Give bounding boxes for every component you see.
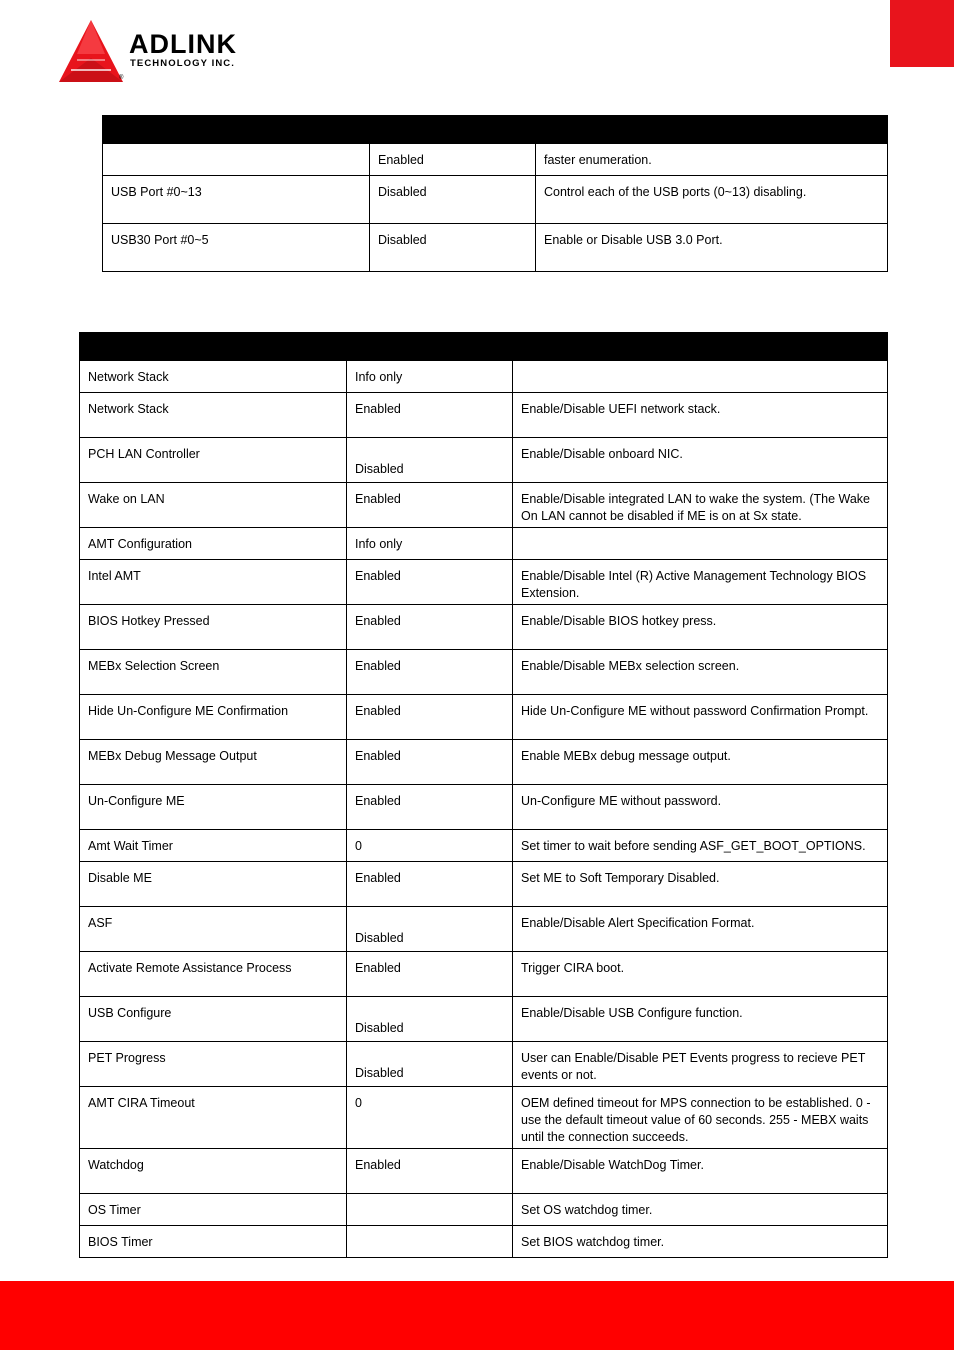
- table-header-row: [103, 116, 888, 144]
- item-cell: USB30 Port #0~5: [103, 224, 370, 272]
- table-row: [80, 1194, 888, 1226]
- header-cell: [370, 116, 536, 144]
- option-cell: 0: [347, 1087, 513, 1149]
- option-cell: Enabled: [347, 483, 513, 528]
- description-cell: [513, 528, 888, 560]
- item-cell: PCH LAN Controller: [80, 438, 347, 483]
- item-cell: AMT CIRA Timeout: [80, 1087, 347, 1149]
- description-cell: Enable/Disable MEBx selection screen.: [513, 650, 888, 695]
- option-cell: Enabled: [347, 952, 513, 997]
- option-cell: Enabled: [347, 695, 513, 740]
- description-cell: Control each of the USB ports (0~13) disabling.: [536, 176, 888, 224]
- table-row: [80, 830, 888, 862]
- network-amt-config-table: [79, 332, 888, 1258]
- header-cell: [347, 333, 513, 361]
- option-cell: Disabled: [370, 224, 536, 272]
- item-cell: Amt Wait Timer: [80, 830, 347, 862]
- table-row: [80, 483, 888, 528]
- option-cell: [347, 1226, 513, 1258]
- description-cell: Enable MEBx debug message output.: [513, 740, 888, 785]
- description-cell: Enable/Disable Intel (R) Active Management Technology BIOS Extension.: [513, 560, 888, 605]
- option-cell: Disabled: [347, 907, 513, 952]
- table-row: [80, 361, 888, 393]
- option-cell: 0: [347, 830, 513, 862]
- table-row: [80, 560, 888, 605]
- header-cell: [80, 333, 347, 361]
- item-cell: Intel AMT: [80, 560, 347, 605]
- option-cell: Enabled: [370, 144, 536, 176]
- option-cell: Info only: [347, 361, 513, 393]
- registered-mark: ®: [119, 75, 124, 81]
- adlink-logo: [57, 18, 272, 86]
- brand-name: ADLINK: [129, 29, 237, 59]
- item-cell: AMT Configuration: [80, 528, 347, 560]
- description-cell: Enable/Disable WatchDog Timer.: [513, 1149, 888, 1194]
- option-cell: Enabled: [347, 393, 513, 438]
- option-cell: Disabled: [347, 1042, 513, 1087]
- table-row: [80, 785, 888, 830]
- item-cell: USB Configure: [80, 997, 347, 1042]
- table-row: [80, 1149, 888, 1194]
- footer-bar: [0, 1281, 954, 1350]
- description-cell: Enable/Disable onboard NIC.: [513, 438, 888, 483]
- table-row: [103, 144, 888, 176]
- item-cell: Wake on LAN: [80, 483, 347, 528]
- item-cell: BIOS Hotkey Pressed: [80, 605, 347, 650]
- table-row: [80, 952, 888, 997]
- description-cell: Set OS watchdog timer.: [513, 1194, 888, 1226]
- option-cell: Enabled: [347, 862, 513, 907]
- item-cell: Hide Un-Configure ME Confirmation: [80, 695, 347, 740]
- description-cell: Set ME to Soft Temporary Disabled.: [513, 862, 888, 907]
- table-row: [80, 605, 888, 650]
- table-row: [80, 393, 888, 438]
- description-cell: Enable or Disable USB 3.0 Port.: [536, 224, 888, 272]
- table-row: [80, 650, 888, 695]
- item-cell: MEBx Selection Screen: [80, 650, 347, 695]
- page-corner-tab: [890, 0, 954, 67]
- option-cell: Info only: [347, 528, 513, 560]
- table-row: [80, 907, 888, 952]
- description-cell: Hide Un-Configure ME without password Confirmation Prompt.: [513, 695, 888, 740]
- description-cell: Set BIOS watchdog timer.: [513, 1226, 888, 1258]
- option-cell: Enabled: [347, 785, 513, 830]
- table-header-row: [80, 333, 888, 361]
- brand-tagline: TECHNOLOGY INC.: [130, 58, 235, 69]
- table-row: [80, 997, 888, 1042]
- table-row: [80, 1087, 888, 1149]
- table-row: [80, 1042, 888, 1087]
- option-cell: Disabled: [370, 176, 536, 224]
- table-row: [80, 528, 888, 560]
- item-cell: USB Port #0~13: [103, 176, 370, 224]
- description-cell: User can Enable/Disable PET Events progress to recieve PET events or not.: [513, 1042, 888, 1087]
- table-row: [80, 438, 888, 483]
- item-cell: PET Progress: [80, 1042, 347, 1087]
- option-cell: [347, 1194, 513, 1226]
- description-cell: Enable/Disable UEFI network stack.: [513, 393, 888, 438]
- option-cell: Enabled: [347, 560, 513, 605]
- description-cell: faster enumeration.: [536, 144, 888, 176]
- description-cell: [513, 361, 888, 393]
- description-cell: Enable/Disable USB Configure function.: [513, 997, 888, 1042]
- item-cell: ASF: [80, 907, 347, 952]
- header-cell: [103, 116, 370, 144]
- option-cell: Enabled: [347, 740, 513, 785]
- item-cell: [103, 144, 370, 176]
- item-cell: Network Stack: [80, 361, 347, 393]
- description-cell: Enable/Disable BIOS hotkey press.: [513, 605, 888, 650]
- item-cell: Disable ME: [80, 862, 347, 907]
- table-row: [103, 176, 888, 224]
- option-cell: Enabled: [347, 650, 513, 695]
- option-cell: Enabled: [347, 1149, 513, 1194]
- item-cell: Network Stack: [80, 393, 347, 438]
- description-cell: Un-Configure ME without password.: [513, 785, 888, 830]
- table-row: [80, 695, 888, 740]
- description-cell: Enable/Disable integrated LAN to wake the system. (The Wake On LAN cannot be disabled if ME is on at Sx state.: [513, 483, 888, 528]
- item-cell: Watchdog: [80, 1149, 347, 1194]
- table-row: [80, 740, 888, 785]
- table-row: [80, 862, 888, 907]
- description-cell: Trigger CIRA boot.: [513, 952, 888, 997]
- item-cell: BIOS Timer: [80, 1226, 347, 1258]
- option-cell: Disabled: [347, 438, 513, 483]
- item-cell: MEBx Debug Message Output: [80, 740, 347, 785]
- header-cell: [536, 116, 888, 144]
- item-cell: OS Timer: [80, 1194, 347, 1226]
- triangle-logo-icon: [57, 18, 127, 86]
- option-cell: Disabled: [347, 997, 513, 1042]
- description-cell: OEM defined timeout for MPS connection to be established. 0 - use the default timeout value of 60 seconds. 255 - MEBX waits until the connection succeeds.: [513, 1087, 888, 1149]
- table-row: [103, 224, 888, 272]
- description-cell: Set timer to wait before sending ASF_GET_BOOT_OPTIONS.: [513, 830, 888, 862]
- usb-config-table: [102, 115, 888, 272]
- table-row: [80, 1226, 888, 1258]
- header-cell: [513, 333, 888, 361]
- option-cell: Enabled: [347, 605, 513, 650]
- item-cell: Un-Configure ME: [80, 785, 347, 830]
- description-cell: Enable/Disable Alert Specification Format.: [513, 907, 888, 952]
- item-cell: Activate Remote Assistance Process: [80, 952, 347, 997]
